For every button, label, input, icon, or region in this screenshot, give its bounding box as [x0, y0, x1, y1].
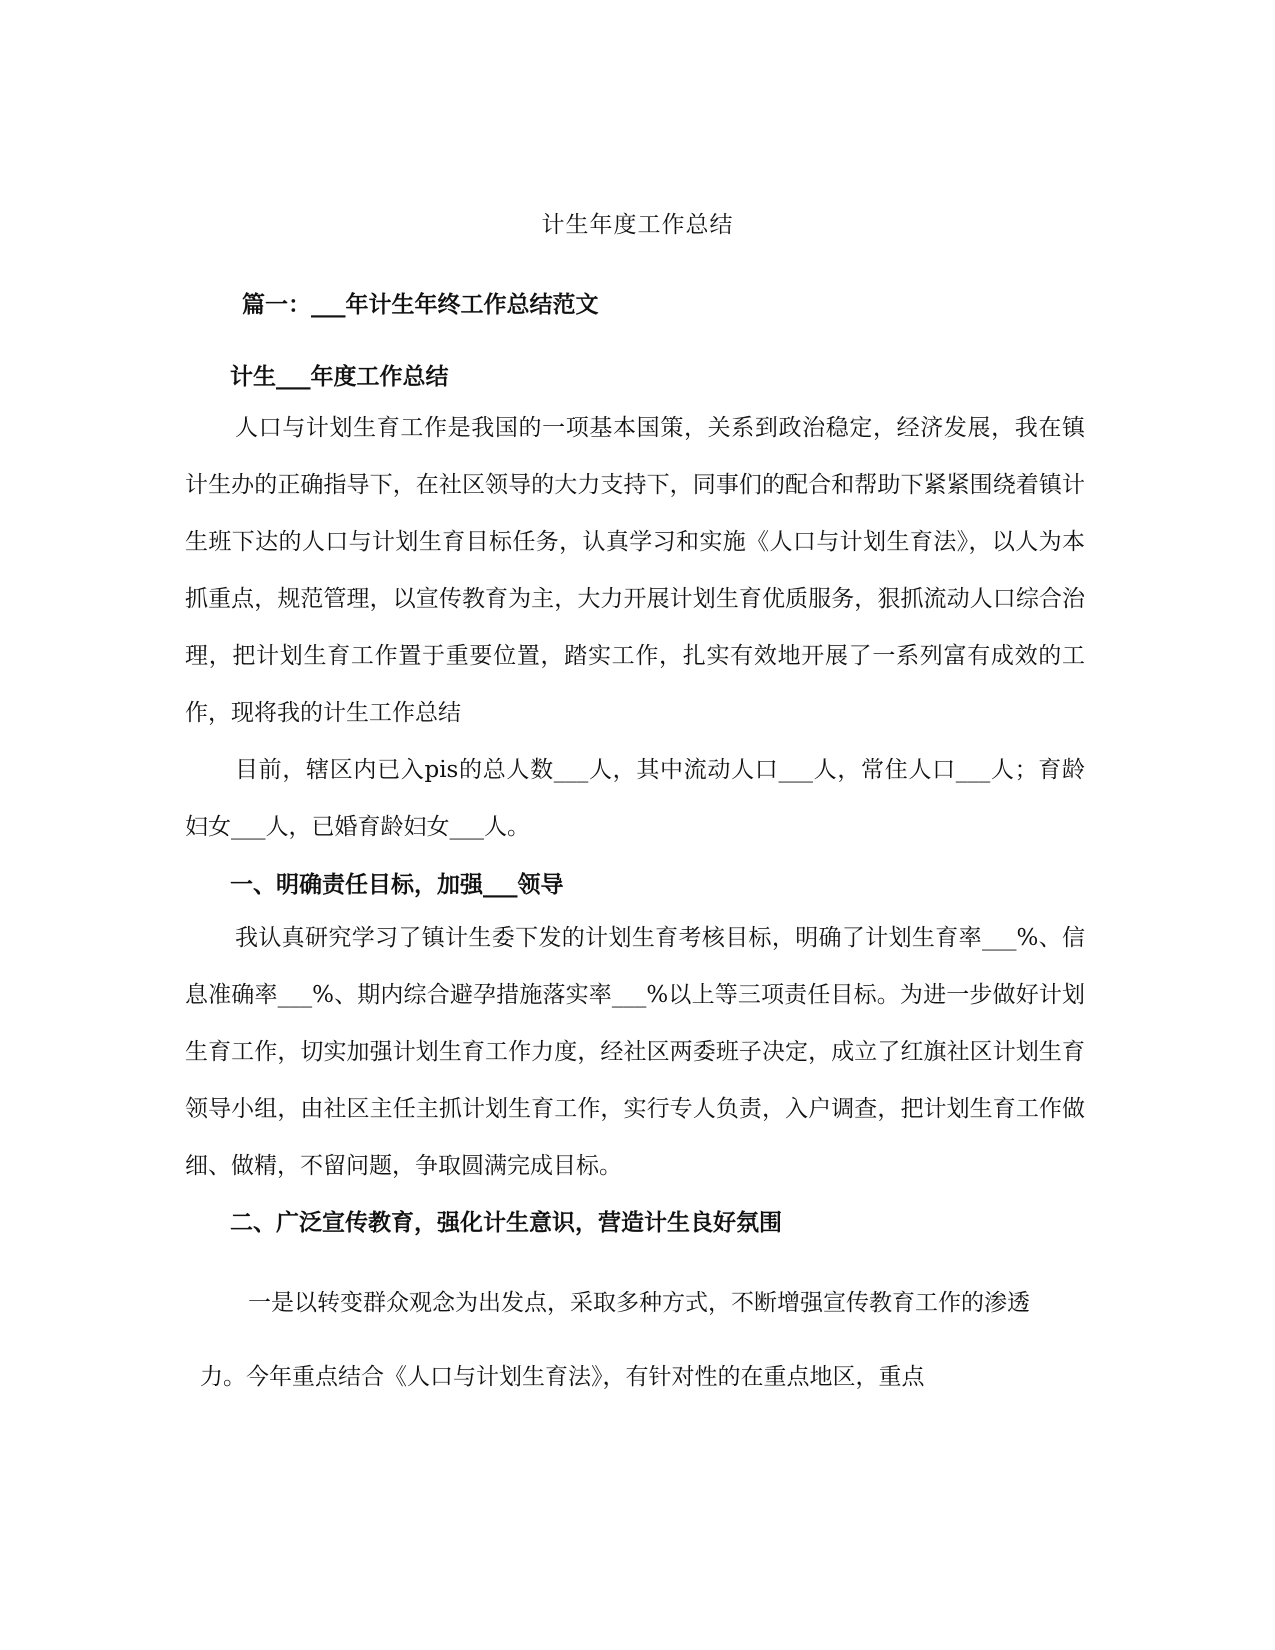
heading-publicity: 二、广泛宣传教育，强化计生意识，营造计生良好氛围: [230, 1209, 782, 1236]
section-heading: 篇一：___年计生年终工作总结范文: [242, 291, 599, 318]
paragraph-responsibility: 我认真研究学习了镇计生委下发的计划生育考核目标，明确了计划生育率___%、信息准确率___%、期内综合避孕措施落实率___%以上等三项责任目标。为进一步做好计划生育工作，切实加强计划生育工作力度，经社区两委班子决定，成立了红旗社区计划生育领导小组，由社区主任主抓计划生育工作，实行专人负责，入户调查，把计划生育工作做细、做精，不留问题，争取圆满完成目标。: [185, 925, 1085, 1179]
paragraph-population: 目前，辖区内已入pis的总人数___人，其中流动人口___人，常住人口___人；育龄妇女___人，已婚育龄妇女___人。: [185, 757, 1085, 840]
document-title: 计生年度工作总结: [541, 212, 734, 238]
heading-responsibility: 一、明确责任目标，加强___领导: [230, 871, 564, 898]
sub-heading: 计生___年度工作总结: [230, 363, 449, 390]
paragraph-intro: 人口与计划生育工作是我国的一项基本国策，关系到政治稳定，经济发展，我在镇计生办的正确指导下，在社区领导的大力支持下，同事们的配合和帮助下紧紧围绕着镇计生班下达的人口与计划生育目标任务，认真学习和实施《人口与计划生育法》，以人为本抓重点，规范管理，以宣传教育为主，大力开展计划生育优质服务，狠抓流动人口综合治理，把计划生育工作置于重要位置，踏实工作，扎实有效地开展了一系列富有成效的工作，现将我的计生工作总结: [185, 415, 1085, 726]
paragraph-publicity: 一是以转变群众观念为出发点，采取多种方式，不断增强宣传教育工作的渗透力。今年重点结合《人口与计划生育法》，有针对性的在重点地区，重点: [200, 1290, 1030, 1390]
